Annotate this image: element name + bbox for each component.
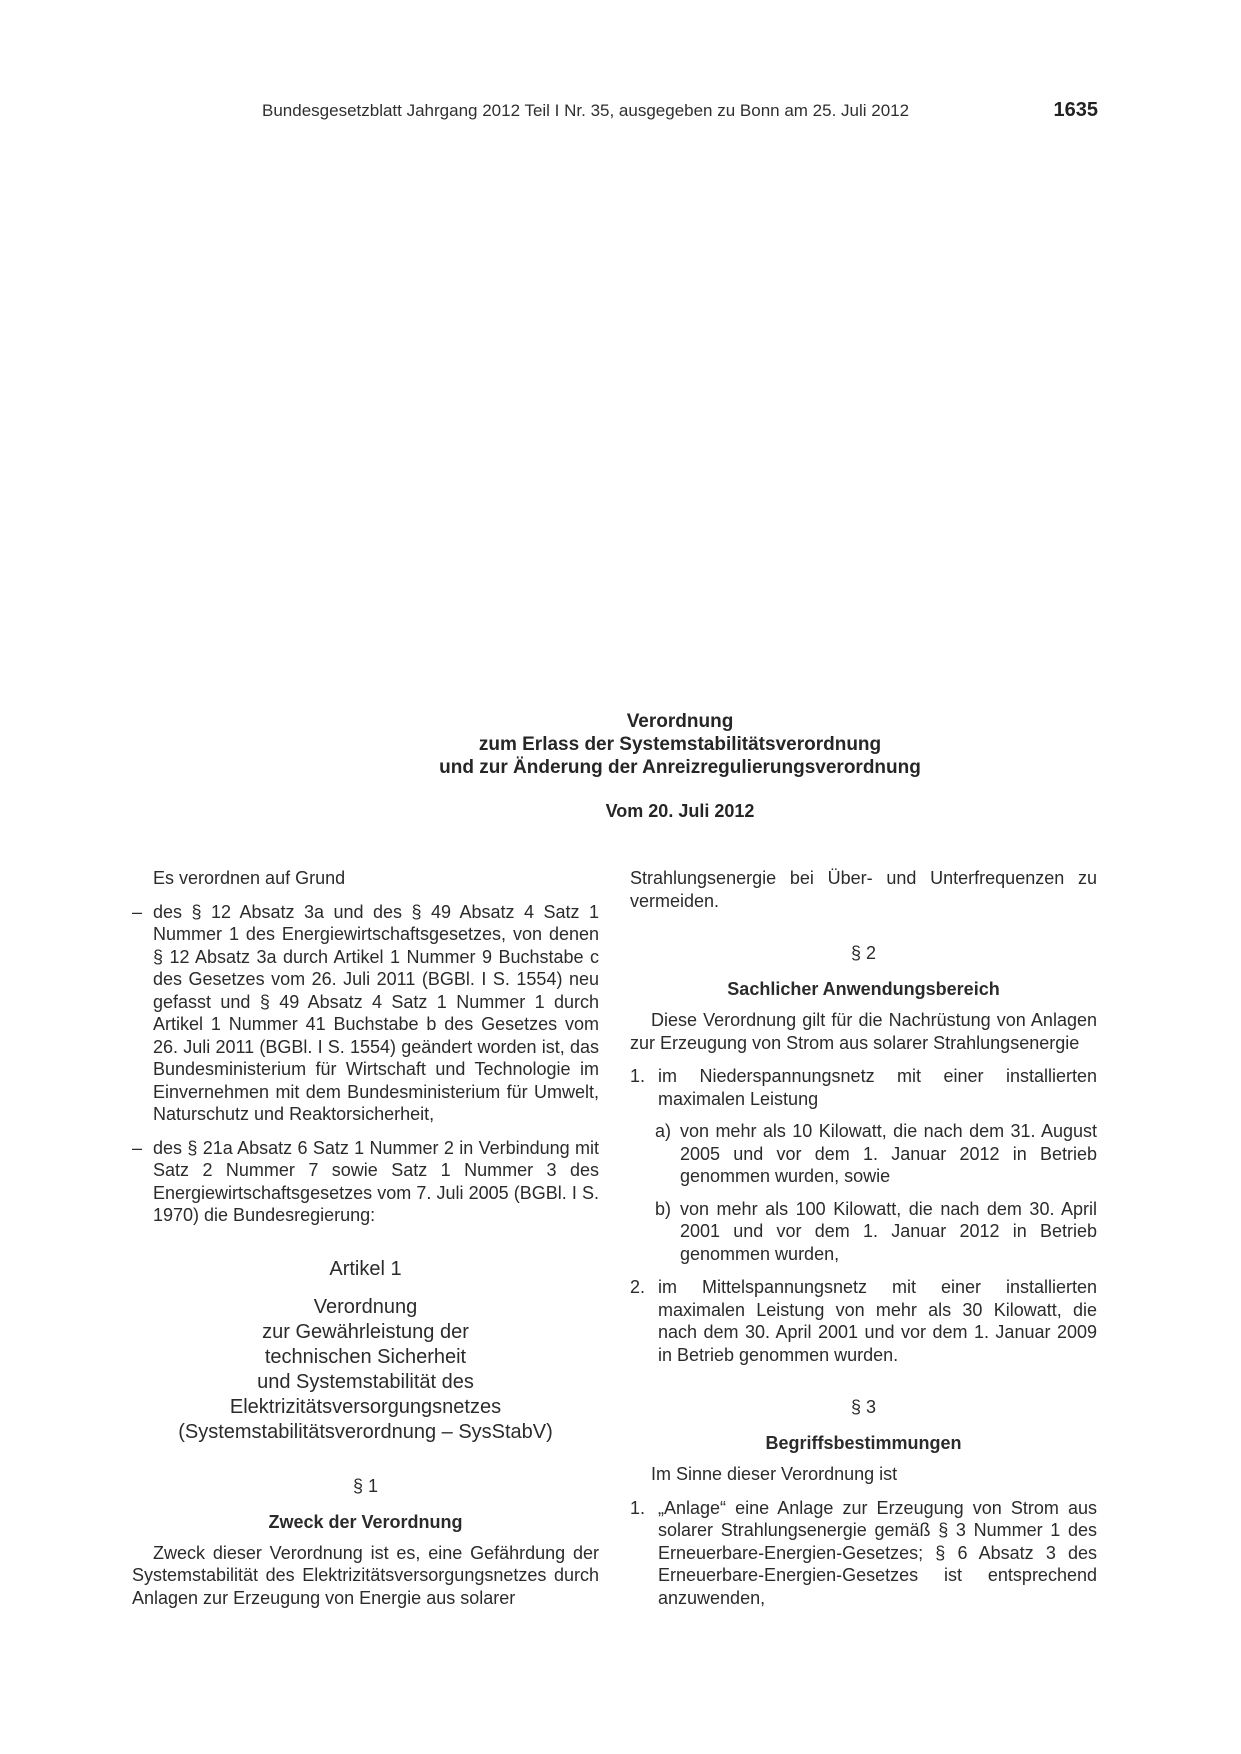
numbered-item [630,1065,1097,1110]
article-title [132,1295,599,1445]
subitem-text: von mehr als 100 Kilowatt, die nach dem 30. April 2001 und vor dem 1. Januar 2012 in Betrieb genommen wurden, [680,1198,1097,1264]
article-title-line: technischen Sicherheit [264,1345,467,1368]
title-line: und zur Änderung der Anreizregulierungsverordnung [439,757,921,778]
item-text: „Anlage“ eine Anlage zur Erzeugung von Strom aus solarer Strahlungsenergie gemäß § 3 Nummer 1 des Erneuerbare-Energien-Gesetzes; § 6 Absatz 3 des Erneuerbare-Energien-Gesetzes ist entsprechend anzuwenden, [658,1497,1097,1608]
section-2-intro: Diese Verordnung gilt für die Nachrüstung von Anlagen zur Erzeugung von Strom aus solarer Strahlungsenergie [630,1010,1097,1053]
subitem-marker: a) [655,1121,672,1141]
item-text: im Mittelspannungsnetz mit einer installierten maximalen Leistung von mehr als 30 Kilowatt, die nach dem 30. April 2001 und vor dem 1. Januar 2009 in Betrieb genommen wurden. [658,1277,1097,1365]
numbered-item [630,1276,1097,1366]
lettered-subitem [630,1198,1097,1266]
section-title-2: Sachlicher Anwendungsbereich [727,979,1000,999]
article-title-line: zur Gewährleistung der [262,1320,469,1343]
legal-basis-text: des § 21a Absatz 6 Satz 1 Nummer 2 in Verbindung mit Satz 2 Nummer 7 sowie Satz 1 Nummer 3 des Energiewirtschaftsgesetzes vom 7. Juli 2005 (BGBl. I S. 1970) die Bundesregierung: [153,1137,599,1225]
section-sign-2: § 2 [850,943,877,963]
item-marker: 1. [630,1066,646,1086]
preamble-intro: Es verordnen auf Grund [153,868,346,888]
dash-marker: – [132,901,143,922]
dash-marker: – [132,1137,143,1158]
item-marker: 2. [630,1277,646,1297]
section-3-intro: Im Sinne dieser Verordnung ist [651,1464,898,1484]
section-title-3: Begriffsbestimmungen [765,1433,962,1453]
numbered-item [630,1497,1097,1610]
article-title-line: (Systemstabilitätsverordnung – SysStabV) [178,1420,553,1443]
section-sign-3: § 3 [850,1397,877,1417]
left-column [132,867,599,1609]
right-column [630,867,1097,1609]
legal-basis-item [132,1137,599,1227]
subitem-text: von mehr als 10 Kilowatt, die nach dem 31. August 2005 und vor dem 1. Januar 2012 in Betrieb genommen wurden, sowie [680,1121,1097,1186]
legal-basis-text: des § 12 Absatz 3a und des § 49 Absatz 4 Satz 1 Nummer 1 des Energiewirtschaftsgesetzes, von denen § 12 Absatz 3a durch Artikel 1 Nummer 9 Buchstabe c des Gesetzes vom 26. Juli 2011 (BGBl. I S. 1554) neu gefasst und § 49 Absatz 4 Satz 1 Nummer 1 durch Artikel 1 Nummer 41 Buchstabe b des Gesetzes vom 26. Juli 2011 (BGBl. I S. 1554) geändert worden ist, das Bundesministerium für Wirtschaft und Technologie im Einvernehmen mit dem Bundesministerium für Umwelt, Naturschutz und Reaktorsicherheit, [153,901,599,1124]
item-text: im Niederspannungsnetz mit einer installierten maximalen Leistung [658,1066,1097,1109]
section-1-continuation: Strahlungsenergie bei Über- und Unterfrequenzen zu vermeiden. [630,868,1097,911]
title-line: zum Erlass der Systemstabilitätsverordnung [478,734,882,755]
document-date: Vom 20. Juli 2012 [605,801,755,821]
section-text-1: Zweck dieser Verordnung ist es, eine Gefährdung der Systemstabilität des Elektrizitätsversorgungsnetzes durch Anlagen zur Erzeugung von Energie aus solarer [132,1542,599,1608]
subitem-marker: b) [655,1198,672,1219]
title-line: Verordnung [626,711,734,732]
article-title-line: Elektrizitätsversorgungsnetzes [229,1395,502,1418]
item-marker: 1. [630,1497,646,1518]
lettered-subitem [630,1120,1097,1188]
article-title-line: und Systemstabilität des [257,1370,474,1393]
page-number: 1635 [1053,99,1098,121]
section-sign-1: § 1 [352,1475,379,1496]
legal-basis-item [132,901,599,1126]
document-title [262,710,1098,779]
article-heading: Artikel 1 [329,1257,402,1280]
running-head: Bundesgesetzblatt Jahrgang 2012 Teil I Nr. 35, ausgegeben zu Bonn am 25. Juli 2012 [262,101,910,120]
section-title-1: Zweck der Verordnung [268,1511,463,1532]
article-title-line: Verordnung [313,1295,418,1318]
